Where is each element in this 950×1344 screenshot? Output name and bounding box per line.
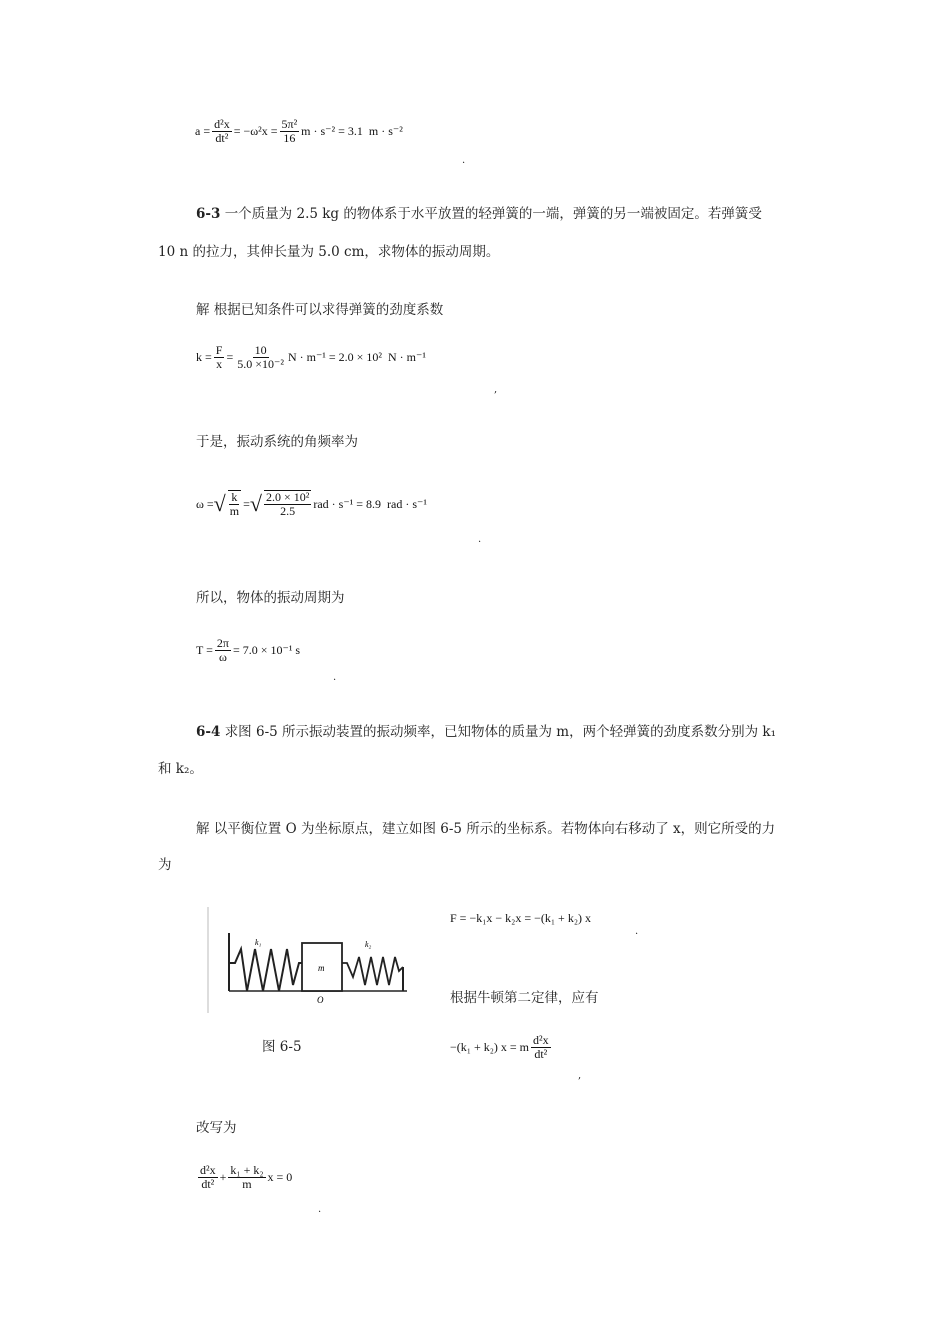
figure-k2-label: k₂ (365, 940, 372, 949)
solution-6-4-line1: 解 以平衡位置 O 为坐标原点，建立如图 6-5 所示的坐标系。若物体向右移动了 x，则它所受的力 (196, 821, 776, 837)
problem-6-3-line2: 10 n 的拉力，其伸长量为 5.0 cm，求物体的振动周期。 (158, 244, 500, 260)
solution-6-3-intro: 解 根据已知条件可以求得弹簧的劲度系数 (196, 302, 444, 318)
equation-force (450, 911, 591, 926)
figure-k1-label: k₁ (255, 938, 262, 947)
eq-w-frac1 (228, 490, 241, 518)
eq-final-frac2-num: k₁ + k₂ (230, 1163, 264, 1177)
rewrite-text: 改写为 (196, 1120, 237, 1136)
eq-k-rest: N · m⁻¹ = 2.0 × 10² N · m⁻¹ (287, 350, 426, 365)
equation-period (196, 637, 300, 664)
equation-newton (450, 1034, 553, 1061)
eq-T-rest: = 7.0 × 10⁻¹ s (232, 643, 301, 658)
eq-w-frac2 (264, 490, 311, 518)
eq-w-frac2-den: 2.5 (280, 504, 296, 519)
eq-F-trail: . (635, 926, 639, 937)
eq-k-frac2 (235, 344, 286, 371)
eq-k-trail: , (494, 384, 498, 395)
eq-N-frac-den: dt² (534, 1047, 548, 1062)
equation-final (196, 1164, 292, 1191)
eq-a-trail: . (462, 155, 466, 166)
solution-6-4-line2: 为 (158, 857, 172, 873)
eq-w-sqrt2 (250, 490, 313, 518)
eq-k-frac2-num: 10 (254, 343, 267, 357)
eq-w-frac1-num: k (231, 490, 238, 504)
equation-acceleration (195, 118, 403, 145)
eq-k-frac1 (214, 344, 225, 371)
eq-k-frac1-den: x (216, 357, 223, 372)
problem-6-3-label: 6-3 (196, 206, 221, 222)
figure-caption: 图 6-5 (262, 1039, 302, 1055)
figure-origin-label: O (317, 995, 324, 1005)
eq-T-lhs: T = (196, 643, 213, 658)
spring-mass-diagram (207, 905, 407, 1013)
problem-6-4-text1: 求图 6-5 所示振动装置的振动频率，已知物体的质量为 m，两个轻弹簧的劲度系数分别为 k₁ (224, 724, 776, 740)
figure-6-5 (207, 905, 407, 1013)
problem-6-3-text1: 一个质量为 2.5 kg 的物体系于水平放置的轻弹簧的一端，弹簧的另一端被固定。若弹簧受 (224, 206, 762, 222)
eq-final-frac1-num: d²x (200, 1163, 216, 1177)
equation-angular-frequency (196, 490, 427, 518)
solution-6-3-angular: 于是，振动系统的角频率为 (196, 434, 358, 450)
sqrt-icon: √ (249, 491, 262, 517)
eq-final-frac2-den: m (242, 1177, 252, 1192)
eq-w-sqrt1 (214, 490, 243, 518)
eq-w-rest: rad · s⁻¹ = 8.9 rad · s⁻¹ (313, 496, 427, 511)
solution-6-3-period: 所以，物体的振动周期为 (196, 590, 345, 606)
eq-a-frac2-den: 16 (283, 131, 296, 146)
eq-final-frac1 (198, 1164, 218, 1191)
problem-6-4-label: 6-4 (196, 724, 221, 740)
eq-T-frac (215, 637, 231, 664)
eq-a-frac2 (280, 118, 300, 145)
sqrt-icon: √ (213, 491, 226, 517)
problem-6-3-line1 (196, 202, 762, 222)
eq-F-text: F = −k₁x − k₂x = −(k₁ + k₂) x (450, 911, 592, 925)
eq-w-lhs: ω = (196, 496, 214, 511)
eq-a-frac1-den: dt² (215, 131, 229, 146)
eq-w-frac1-den: m (229, 504, 240, 519)
equation-spring-constant (196, 344, 426, 371)
problem-6-4-line1 (196, 720, 776, 740)
eq-w-trail: . (478, 534, 482, 545)
eq-a-mid: = −ω²x = (233, 124, 278, 139)
eq-T-frac-num: 2π (216, 636, 229, 650)
eq-T-trail: . (333, 672, 337, 683)
eq-T-frac-den: ω (218, 650, 227, 665)
eq-k-lhs: k = (196, 350, 212, 365)
eq-final-trail: . (318, 1204, 322, 1215)
eq-a-lhs: a = (195, 124, 211, 139)
figure-mass-label: m (318, 963, 325, 973)
eq-w-eq: = (243, 496, 250, 511)
eq-k-frac1-num: F (215, 343, 223, 357)
eq-final-frac2 (228, 1164, 265, 1191)
newton-second-law-text: 根据牛顿第二定律，应有 (450, 990, 599, 1006)
eq-a-frac1 (212, 118, 232, 145)
eq-final-frac1-den: dt² (201, 1177, 215, 1192)
eq-N-trail: , (578, 1070, 582, 1081)
eq-N-lhs: −(k₁ + k₂) x = m (450, 1040, 529, 1055)
eq-k-frac2-den: 5.0 ×10⁻² (237, 357, 284, 372)
eq-a-frac1-num: d²x (214, 117, 230, 131)
eq-k-eq: = (226, 350, 234, 365)
eq-N-frac (531, 1034, 551, 1061)
eq-final-plus: + (219, 1170, 227, 1185)
eq-N-frac-num: d²x (533, 1033, 549, 1047)
problem-6-4-line2: 和 k₂。 (158, 761, 203, 777)
eq-final-rest: x = 0 (267, 1170, 293, 1185)
eq-a-unit: m · s⁻² = 3.1 m · s⁻² (301, 124, 403, 139)
eq-w-frac2-num: 2.0 × 10² (265, 490, 310, 504)
eq-a-frac2-num: 5π² (281, 117, 298, 131)
